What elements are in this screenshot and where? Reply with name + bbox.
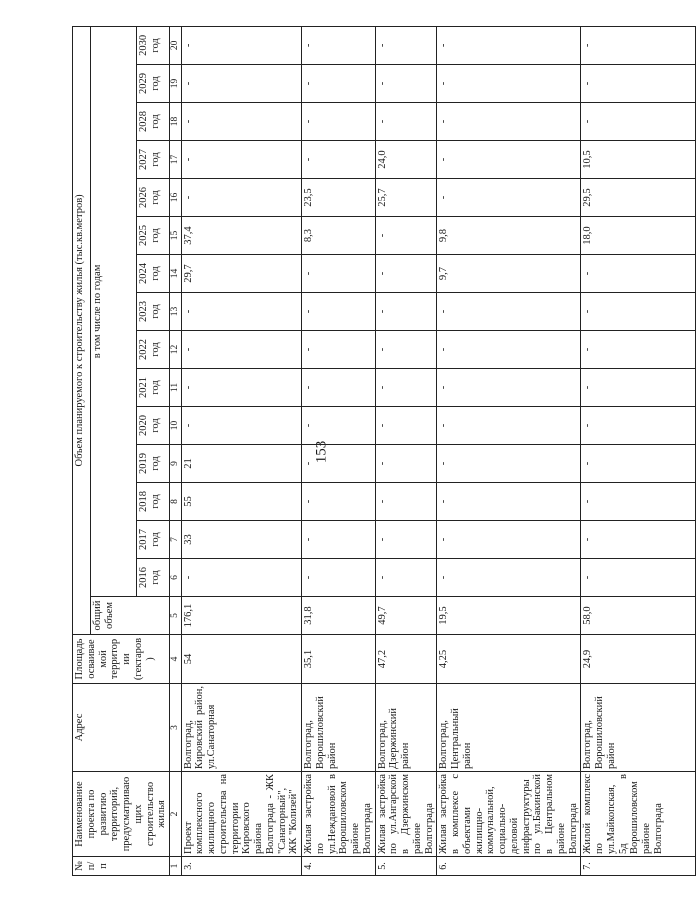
header-year-2025: 2025 год xyxy=(137,217,170,255)
header-year-2019: 2019 год xyxy=(137,445,170,483)
year-value-2018: - xyxy=(437,483,581,521)
year-value-2017: - xyxy=(302,521,376,559)
column-number: 4 xyxy=(170,635,182,684)
column-number: 15 xyxy=(170,217,182,255)
year-value-2026: - xyxy=(181,179,302,217)
total-volume: 176,1 xyxy=(181,597,302,635)
area: 47,2 xyxy=(375,635,437,684)
column-number: 1 xyxy=(170,857,182,876)
year-value-2026: 23,5 xyxy=(302,179,376,217)
column-number: 8 xyxy=(170,483,182,521)
year-value-2016: - xyxy=(437,559,581,597)
year-value-2021: - xyxy=(437,369,581,407)
column-number: 9 xyxy=(170,445,182,483)
header-year-2016: 2016 год xyxy=(137,559,170,597)
header-area: Площадь осваиваемой территории (гектаров) xyxy=(73,635,170,684)
area: 4,25 xyxy=(437,635,581,684)
address: Волгоград, Центральный район xyxy=(437,684,581,772)
area: 54 xyxy=(181,635,302,684)
year-value-2027: - xyxy=(181,141,302,179)
year-value-2019: - xyxy=(302,445,376,483)
column-number: 11 xyxy=(170,369,182,407)
table-row xyxy=(181,26,302,875)
year-value-2030: - xyxy=(302,26,376,64)
table-row xyxy=(581,26,696,875)
header-year-2027: 2027 год xyxy=(137,141,170,179)
year-value-2016: - xyxy=(375,559,437,597)
header-year-2021: 2021 год xyxy=(137,369,170,407)
column-number: 12 xyxy=(170,331,182,369)
project-name: Жилой комплекс по ул.Майкопская, 5д в Ворошиловском районе Волгограда xyxy=(581,772,696,857)
year-value-2024: - xyxy=(581,255,696,293)
column-number: 5 xyxy=(170,597,182,635)
year-value-2019: - xyxy=(581,445,696,483)
table-row xyxy=(375,26,437,875)
address: Волгоград, Ворошиловский район xyxy=(581,684,696,772)
header-by-year: в том числе по годам xyxy=(91,26,137,596)
year-value-2027: 24,0 xyxy=(375,141,437,179)
project-name: Проект комплексного жилищного строительства на территории Кировского района Волгограда - ЖК "Санаторный", ЖК "Колизей" xyxy=(181,772,302,857)
year-value-2019: - xyxy=(375,445,437,483)
year-value-2022: - xyxy=(437,331,581,369)
total-volume: 19,5 xyxy=(437,597,581,635)
year-value-2030: - xyxy=(181,26,302,64)
year-value-2016: - xyxy=(181,559,302,597)
year-value-2027: - xyxy=(437,141,581,179)
row-number: 6. xyxy=(437,857,581,876)
year-value-2024: - xyxy=(302,255,376,293)
year-value-2030: - xyxy=(375,26,437,64)
year-value-2025: - xyxy=(375,217,437,255)
year-value-2029: - xyxy=(302,65,376,103)
row-number: 3. xyxy=(181,857,302,876)
year-value-2017: - xyxy=(437,521,581,559)
year-value-2025: 18,0 xyxy=(581,217,696,255)
year-value-2025: 9,8 xyxy=(437,217,581,255)
header-address: Адрес xyxy=(73,684,170,772)
header-row-1 xyxy=(73,26,91,875)
year-value-2024: 29,7 xyxy=(181,255,302,293)
area: 35,1 xyxy=(302,635,376,684)
year-value-2019: 21 xyxy=(181,445,302,483)
row-number: 7. xyxy=(581,857,696,876)
area: 24,9 xyxy=(581,635,696,684)
header-year-2018: 2018 год xyxy=(137,483,170,521)
header-year-2030: 2030 год xyxy=(137,26,170,64)
year-value-2029: - xyxy=(437,65,581,103)
year-value-2018: 55 xyxy=(181,483,302,521)
header-year-2020: 2020 год xyxy=(137,407,170,445)
year-value-2027: 10,5 xyxy=(581,141,696,179)
header-year-2028: 2028 год xyxy=(137,103,170,141)
column-number: 2 xyxy=(170,772,182,857)
header-project-name: Наименование проекта по развитию территорий, предусматривающих строительство жилья xyxy=(73,772,170,857)
year-value-2022: - xyxy=(375,331,437,369)
year-value-2022: - xyxy=(302,331,376,369)
table-row xyxy=(437,26,581,875)
year-value-2017: 33 xyxy=(181,521,302,559)
total-volume: 31,8 xyxy=(302,597,376,635)
column-number: 3 xyxy=(170,684,182,772)
year-value-2026: 29,5 xyxy=(581,179,696,217)
year-value-2024: - xyxy=(375,255,437,293)
header-year-2024: 2024 год xyxy=(137,255,170,293)
column-number: 20 xyxy=(170,26,182,64)
project-name: Жилая застройка по ул.Неждановой в Ворошиловском районе Волгограда xyxy=(302,772,376,857)
year-value-2029: - xyxy=(375,65,437,103)
year-value-2023: - xyxy=(581,293,696,331)
year-value-2028: - xyxy=(581,103,696,141)
year-value-2030: - xyxy=(437,26,581,64)
year-value-2028: - xyxy=(302,103,376,141)
year-value-2023: - xyxy=(181,293,302,331)
year-value-2028: - xyxy=(437,103,581,141)
year-value-2023: - xyxy=(302,293,376,331)
address: Волгоград, Кировский район, ул.Санаторная xyxy=(181,684,302,772)
year-value-2020: - xyxy=(302,407,376,445)
year-value-2020: - xyxy=(375,407,437,445)
year-value-2018: - xyxy=(581,483,696,521)
column-number: 13 xyxy=(170,293,182,331)
column-number: 16 xyxy=(170,179,182,217)
year-value-2020: - xyxy=(181,407,302,445)
table-row xyxy=(302,26,376,875)
header-year-2022: 2022 год xyxy=(137,331,170,369)
year-value-2022: - xyxy=(581,331,696,369)
total-volume: 58,0 xyxy=(581,597,696,635)
year-value-2021: - xyxy=(181,369,302,407)
year-value-2029: - xyxy=(581,65,696,103)
year-value-2018: - xyxy=(302,483,376,521)
column-number: 18 xyxy=(170,103,182,141)
year-value-2028: - xyxy=(181,103,302,141)
year-value-2021: - xyxy=(581,369,696,407)
column-number: 17 xyxy=(170,141,182,179)
header-no: № п/п xyxy=(73,857,170,876)
column-number: 7 xyxy=(170,521,182,559)
year-value-2025: 37,4 xyxy=(181,217,302,255)
project-name: Жилая застройка в комплексе с объектами жилищно-коммунальной, социально-деловой инфраструктуры по ул.Бакинской в Центральном районе Волгограда xyxy=(437,772,581,857)
year-value-2020: - xyxy=(437,407,581,445)
column-number-row xyxy=(170,26,182,875)
year-value-2018: - xyxy=(375,483,437,521)
address: Волгоград, Ворошиловский район xyxy=(302,684,376,772)
year-value-2030: - xyxy=(581,26,696,64)
year-value-2023: - xyxy=(437,293,581,331)
year-value-2027: - xyxy=(302,141,376,179)
page-number: 153 xyxy=(313,440,330,464)
year-value-2017: - xyxy=(375,521,437,559)
header-volume-group: Объем планируемого к строительству жилья (тыс.кв.метров) xyxy=(73,26,91,634)
year-value-2025: 8,3 xyxy=(302,217,376,255)
year-value-2022: - xyxy=(181,331,302,369)
year-value-2024: 9,7 xyxy=(437,255,581,293)
year-value-2021: - xyxy=(375,369,437,407)
year-value-2026: - xyxy=(437,179,581,217)
address: Волгоград, Дзержинский район xyxy=(375,684,437,772)
column-number: 19 xyxy=(170,65,182,103)
column-number: 14 xyxy=(170,255,182,293)
header-total-volume: общий объем xyxy=(91,597,170,635)
total-volume: 49,7 xyxy=(375,597,437,635)
project-name: Жилая застройка по ул.Ангарской в Дзержинском районе Волгограда xyxy=(375,772,437,857)
header-year-2029: 2029 год xyxy=(137,65,170,103)
year-value-2026: 25,7 xyxy=(375,179,437,217)
column-number: 10 xyxy=(170,407,182,445)
row-number: 4. xyxy=(302,857,376,876)
year-value-2028: - xyxy=(375,103,437,141)
header-year-2017: 2017 год xyxy=(137,521,170,559)
year-value-2029: - xyxy=(181,65,302,103)
header-year-2026: 2026 год xyxy=(137,179,170,217)
year-value-2023: - xyxy=(375,293,437,331)
year-value-2016: - xyxy=(581,559,696,597)
year-value-2021: - xyxy=(302,369,376,407)
rotated-table-container xyxy=(72,28,664,876)
year-value-2020: - xyxy=(581,407,696,445)
year-value-2016: - xyxy=(302,559,376,597)
housing-construction-table xyxy=(72,26,696,876)
column-number: 6 xyxy=(170,559,182,597)
row-number: 5. xyxy=(375,857,437,876)
year-value-2017: - xyxy=(581,521,696,559)
year-value-2019: - xyxy=(437,445,581,483)
header-year-2023: 2023 год xyxy=(137,293,170,331)
